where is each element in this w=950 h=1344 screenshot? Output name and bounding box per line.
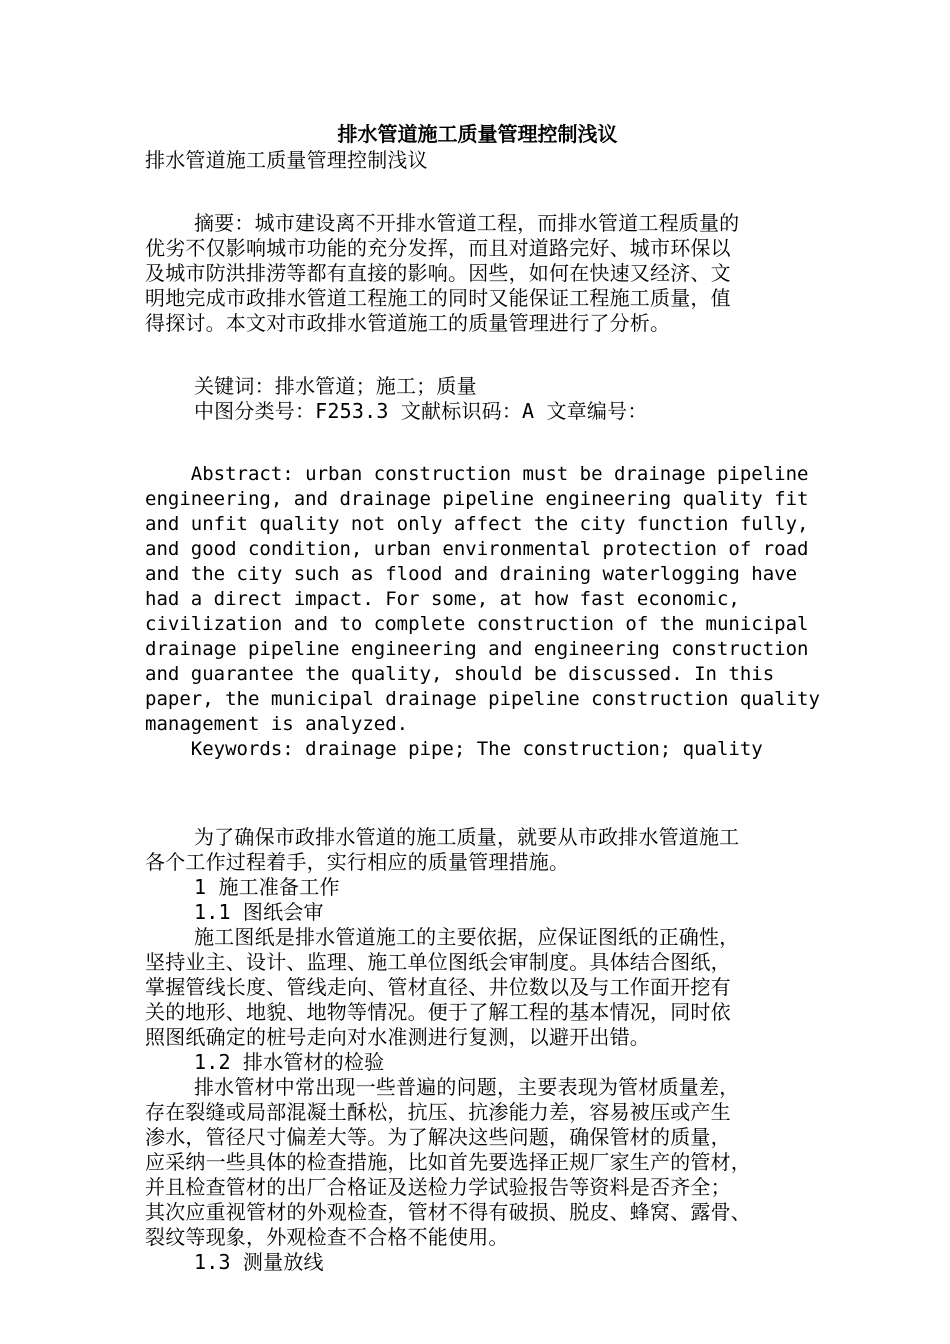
body-line: 坚持业主、设计、监理、施工单位图纸会审制度。具体结合图纸， [145,950,731,974]
spacer [145,424,810,462]
body-line: 施工图纸是排水管道施工的主要依据，应保证图纸的正确性， [145,925,740,949]
abstract-en-line: paper, the municipal drainage pipeline construction quality [145,688,820,710]
abstract-en-line: civilization and to complete construction of the municipal [145,613,809,635]
keywords-en: Keywords: drainage pipe; The construction; quality [145,738,763,760]
body-line: 照图纸确定的桩号走向对水准测进行复测，以避开出错。 [145,1025,650,1049]
abstract-en-line: and the city such as flood and draining waterlogging have [145,563,798,585]
abstract-cn-line: 及城市防洪排涝等都有直接的影响。因些，如何在快速又经济、文 [145,261,731,285]
keywords-cn: 关键词：排水管道；施工；质量 [145,374,477,398]
abstract-en-line: drainage pipeline engineering and engineering construction [145,638,809,660]
classification-info: 中图分类号：F253.3 文献标识码：A 文章编号： [145,399,648,423]
abstract-en-line: and unfit quality not only affect the city function fully, [145,513,809,535]
body-line: 排水管材中常出现一些普遍的问题，主要表现为管材质量差， [145,1075,740,1099]
body-line: 各个工作过程着手，实行相应的质量管理措施。 [145,850,570,874]
body-line: 渗水，管径尺寸偏差大等。为了解决这些问题，确保管材的质量， [145,1125,731,1149]
abstract-en-line: and good condition, urban environmental protection of road [145,538,809,560]
abstract-cn [145,211,810,336]
abstract-cn-line: 优劣不仅影响城市功能的充分发挥，而且对道路完好、城市环保以 [145,236,731,260]
abstract-cn-line: 明地完成市政排水管道工程施工的同时又能保证工程施工质量，值 [145,286,731,310]
section-heading: 1.2 排水管材的检验 [145,1050,385,1074]
spacer [145,762,810,800]
abstract-en-line: management is analyzed. [145,713,409,735]
body-line: 其次应重视管材的外观检查，管材不得有破损、脱皮、蜂窝、露骨、 [145,1200,751,1224]
abstract-cn-line: 摘要：城市建设离不开排水管道工程，而排水管道工程质量的 [145,211,740,235]
document-page [145,120,820,1275]
spacer [145,173,810,211]
document-subtitle: 排水管道施工质量管理控制浅议 [145,148,428,172]
body-line: 并且检查管材的出厂合格证及送检力学试验报告等资料是否齐全； [145,1175,731,1199]
section-heading: 1.1 图纸会审 [145,900,324,924]
document-title: 排水管道施工质量管理控制浅议 [337,122,618,146]
body-text [145,825,810,1275]
body-line: 存在裂缝或局部混凝土酥松，抗压、抗渗能力差，容易被压或产生 [145,1100,731,1124]
abstract-en [145,462,820,737]
section-heading: 1.3 测量放线 [145,1250,324,1274]
spacer [145,800,810,825]
section-heading: 1 施工准备工作 [145,875,340,899]
spacer [145,336,810,374]
body-line: 应采纳一些具体的检查措施，比如首先要选择正规厂家生产的管材， [145,1150,751,1174]
body-line: 为了确保市政排水管道的施工质量，就要从市政排水管道施工 [145,825,740,849]
body-line: 裂纹等现象，外观检查不合格不能使用。 [145,1225,509,1249]
abstract-en-line: and guarantee the quality, should be discussed. In this [145,663,775,685]
body-line: 关的地形、地貌、地物等情况。便于了解工程的基本情况，同时依 [145,1000,731,1024]
body-line: 掌握管线长度、管线走向、管材直径、井位数以及与工作面开挖有 [145,975,731,999]
abstract-en-line: had a direct impact. For some, at how fast economic, [145,588,740,610]
abstract-en-line: Abstract: urban construction must be drainage pipeline [145,463,809,485]
abstract-en-line: engineering, and drainage pipeline engineering quality fit [145,488,809,510]
abstract-cn-line: 得探讨。本文对市政排水管道施工的质量管理进行了分析。 [145,311,671,335]
